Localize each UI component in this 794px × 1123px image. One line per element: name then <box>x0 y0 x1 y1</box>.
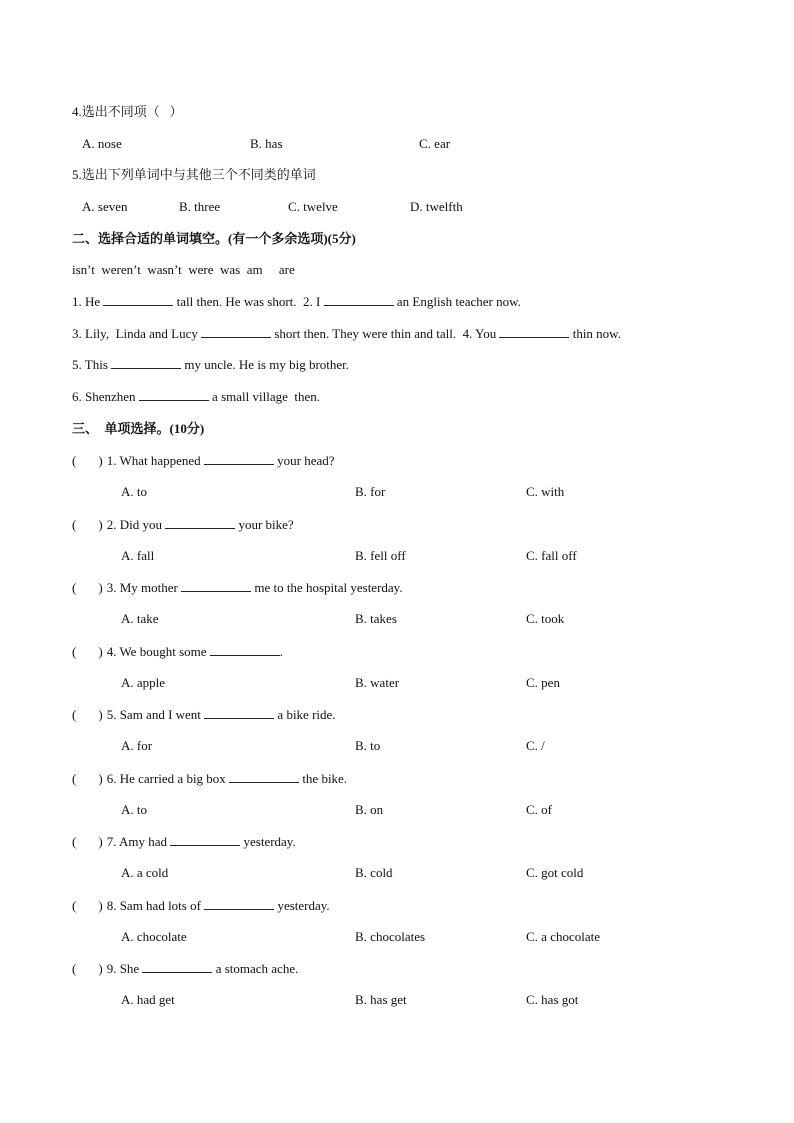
answer-paren-close: ) <box>98 644 103 659</box>
question-text-rest: a stomach ache. <box>212 961 299 976</box>
mc-2-option-a: A. fall <box>121 548 155 563</box>
answer-paren-open: ( <box>72 898 77 913</box>
mc-3-option-b: B. takes <box>355 611 397 626</box>
question-text: 3. My mother <box>106 580 182 595</box>
mc-5-option-b: B. to <box>355 738 381 753</box>
q5-option-a: A. seven <box>82 199 128 214</box>
fill-4-text: short then. They were thin and tall. 4. You <box>271 326 500 341</box>
question-blank[interactable] <box>204 897 274 910</box>
question-text: 2. Did you <box>106 517 166 532</box>
fill-6-blank[interactable] <box>139 388 209 401</box>
question-text: 8. Sam had lots of <box>106 898 205 913</box>
mc-1-option-b: B. for <box>355 484 386 499</box>
mc-9-option-a: A. had get <box>121 992 175 1007</box>
answer-paren-close: ) <box>98 771 103 786</box>
answer-paren-close: ) <box>98 707 103 722</box>
mc-8-option-b: B. chocolates <box>355 929 426 944</box>
mc-8-option-c: C. a chocolate <box>526 929 600 944</box>
question-text-rest: the bike. <box>299 771 348 786</box>
fill-1-text: 1. He <box>72 294 104 309</box>
question-blank[interactable] <box>210 643 280 656</box>
mc-3-option-c: C. took <box>526 611 565 626</box>
answer-paren-close: ) <box>98 898 103 913</box>
fill-2-rest: an English teacher now. <box>393 294 521 309</box>
q4-option-c: C. ear <box>419 136 451 151</box>
mc-question-5 <box>72 706 336 724</box>
answer-paren-close: ) <box>98 517 103 532</box>
part-2-heading: 二、选择合适的单词填空。(有一个多余选项)(5分) <box>72 231 356 246</box>
q4-option-a: A. nose <box>82 136 122 151</box>
mc-question-8 <box>72 897 330 915</box>
mc-8-option-a: A. chocolate <box>121 929 187 944</box>
word-bank: isn’t weren’t wasn’t were was am are <box>72 262 295 277</box>
question-blank[interactable] <box>181 579 251 592</box>
question-text-rest: me to the hospital yesterday. <box>251 580 403 595</box>
mc-question-3 <box>72 579 403 597</box>
mc-3-option-a: A. take <box>121 611 159 626</box>
answer-paren-close: ) <box>98 580 103 595</box>
fill-4-blank[interactable] <box>499 325 569 338</box>
question-text: 1. What happened <box>106 453 204 468</box>
question-text: 6. He carried a big box <box>106 771 230 786</box>
mc-7-option-c: C. got cold <box>526 865 584 880</box>
answer-paren-open: ( <box>72 517 77 532</box>
answer-paren-open: ( <box>72 644 77 659</box>
answer-paren-close: ) <box>98 961 103 976</box>
mc-7-option-b: B. cold <box>355 865 393 880</box>
mc-7-option-a: A. a cold <box>121 865 169 880</box>
answer-paren-open: ( <box>72 453 77 468</box>
question-text-rest: yesterday. <box>240 834 296 849</box>
answer-paren-close: ) <box>98 834 103 849</box>
fill-3-text: 3. Lily, Linda and Lucy <box>72 326 202 341</box>
question-blank[interactable] <box>229 770 299 783</box>
mc-question-1 <box>72 452 335 470</box>
fill-line-1 <box>72 293 521 311</box>
mc-5-option-c: C. / <box>526 738 545 753</box>
fill-line-2 <box>72 325 621 343</box>
fill-6-rest: a small village then. <box>208 389 320 404</box>
mc-question-7 <box>72 833 296 851</box>
question-blank[interactable] <box>204 706 274 719</box>
mc-4-option-c: C. pen <box>526 675 560 690</box>
fill-2-blank[interactable] <box>324 293 394 306</box>
question-text-rest: yesterday. <box>274 898 330 913</box>
mc-6-option-a: A. to <box>121 802 147 817</box>
mc-6-option-c: C. of <box>526 802 552 817</box>
fill-line-5 <box>72 356 349 374</box>
fill-1-blank[interactable] <box>103 293 173 306</box>
mc-9-option-c: C. has got <box>526 992 579 1007</box>
question-text: 5. Sam and I went <box>106 707 205 722</box>
question-text-rest: . <box>279 644 284 659</box>
question-blank[interactable] <box>142 960 212 973</box>
mc-1-option-c: C. with <box>526 484 565 499</box>
mc-question-4 <box>72 643 283 661</box>
question-text-rest: your bike? <box>235 517 294 532</box>
fill-4-rest: thin now. <box>569 326 621 341</box>
q5-option-b: B. three <box>179 199 221 214</box>
answer-paren-open: ( <box>72 771 77 786</box>
question-text: 7. Amy had <box>106 834 171 849</box>
fill-line-6 <box>72 388 320 406</box>
mc-4-option-b: B. water <box>355 675 400 690</box>
q5-option-d: D. twelfth <box>410 199 463 214</box>
mc-question-6 <box>72 770 347 788</box>
answer-paren-close: ) <box>98 453 103 468</box>
question-text: 4. We bought some <box>106 644 210 659</box>
mc-5-option-a: A. for <box>121 738 153 753</box>
fill-6-text: 6. Shenzhen <box>72 389 139 404</box>
answer-paren-open: ( <box>72 961 77 976</box>
question-text-rest: your head? <box>273 453 335 468</box>
q4-option-b: B. has <box>250 136 283 151</box>
fill-3-blank[interactable] <box>201 325 271 338</box>
part-3-heading: 三、 单项选择。(10分) <box>72 421 205 436</box>
fill-2-text: tall then. He was short. 2. I <box>173 294 324 309</box>
question-blank[interactable] <box>204 452 274 465</box>
question-blank[interactable] <box>170 833 240 846</box>
answer-paren-open: ( <box>72 834 77 849</box>
mc-4-option-a: A. apple <box>121 675 166 690</box>
mc-question-2 <box>72 516 294 534</box>
q5-option-c: C. twelve <box>288 199 338 214</box>
answer-paren-open: ( <box>72 707 77 722</box>
question-blank[interactable] <box>165 516 235 529</box>
answer-paren-open: ( <box>72 580 77 595</box>
mc-9-option-b: B. has get <box>355 992 407 1007</box>
mc-1-option-a: A. to <box>121 484 147 499</box>
question-5-stem: 5.选出下列单词中与其他三个不同类的单词 <box>72 167 316 182</box>
question-text: 9. She <box>106 961 143 976</box>
mc-6-option-b: B. on <box>355 802 384 817</box>
question-4-stem: 4.选出不同项（ ） <box>72 104 183 119</box>
fill-5-rest: my uncle. He is my big brother. <box>181 357 350 372</box>
mc-2-option-b: B. fell off <box>355 548 406 563</box>
fill-5-text: 5. This <box>72 357 112 372</box>
question-text-rest: a bike ride. <box>274 707 336 722</box>
mc-2-option-c: C. fall off <box>526 548 577 563</box>
mc-question-9 <box>72 960 298 978</box>
fill-5-blank[interactable] <box>111 356 181 369</box>
